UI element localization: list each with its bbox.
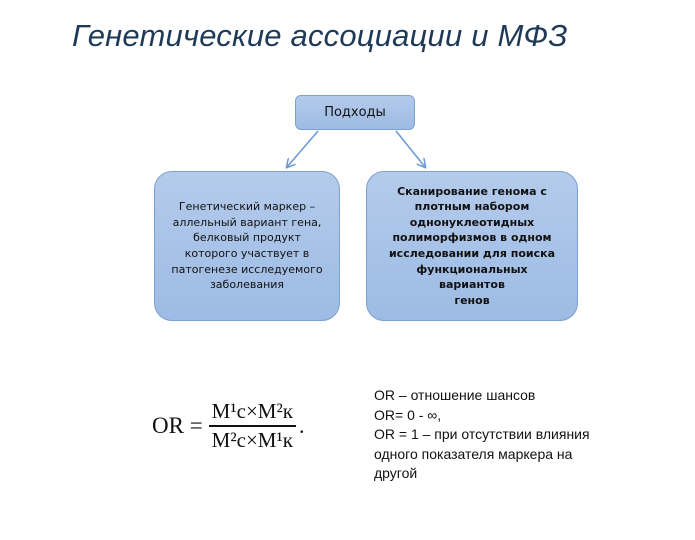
genetic-marker-node [154,171,340,321]
note-line: OR= 0 - ∞, [374,406,442,423]
genome-scanning-text: Сканирование генома с плотным набором однонуклеотидных полиморфизмов в одном исследовании для поиска функциональных вариантов генов [388,184,556,307]
formula-denominator: M²c×M¹к [211,428,293,452]
note-line: OR = 1 – при отсутствии влияния [374,426,590,442]
formula-numerator: M¹c×M²к [211,399,293,423]
formula-lhs: OR = [152,413,203,438]
arrow-to-right-box [396,131,425,167]
odds-ratio-notes [374,386,674,484]
approaches-node [295,95,415,130]
slide-title: Генетические ассоциации и МФЗ [72,18,568,53]
formula-period: . [298,413,305,438]
fraction-bar [209,425,296,427]
note-line: одного показателя маркера на [374,445,573,462]
odds-ratio-formula [152,396,304,456]
approaches-label: Подходы [324,105,386,120]
note-line: OR – отношение шансов [374,387,536,403]
note-line: другой [374,465,418,481]
arrow-to-left-box [287,131,318,167]
formula-fraction [209,399,296,453]
genome-scanning-node [366,171,578,321]
genetic-marker-text: Генетический маркер – аллельный вариант гена, белковый продукт которого участвует в патогенезе исследуемого заболевания [171,200,323,292]
